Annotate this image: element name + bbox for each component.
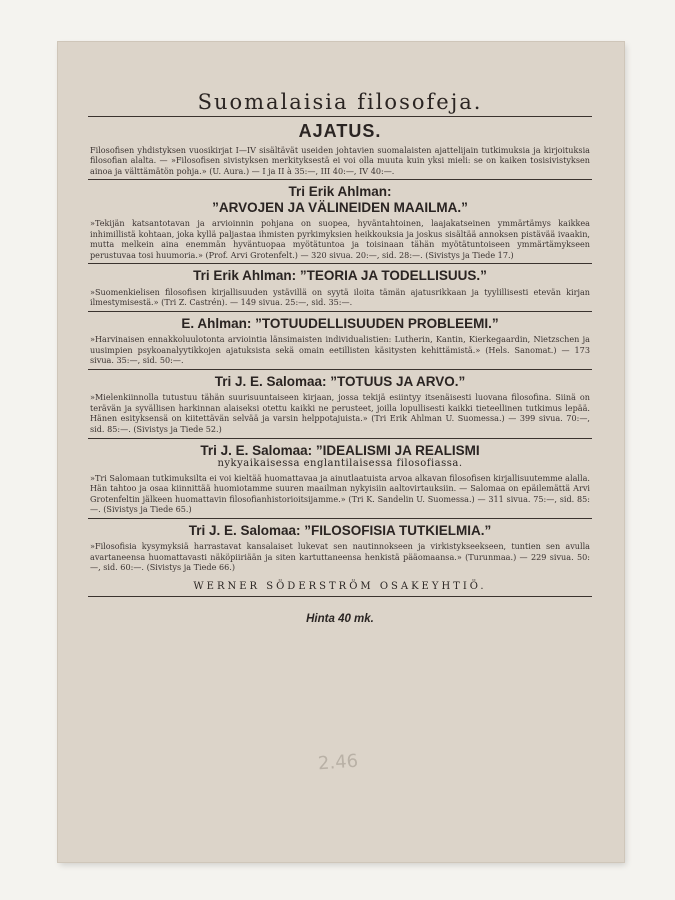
book-heading: [90, 316, 590, 332]
book-title: AJATUS.: [298, 121, 382, 141]
book-entry-totuus-ja-arvo: [88, 370, 592, 438]
book-author: Tri Erik Ahlman:: [288, 184, 392, 200]
book-author: Tri J. E. Salomaa:: [214, 373, 327, 389]
book-author: Tri J. E. Salomaa:: [200, 442, 313, 458]
book-title: ”FILOSOFISIA TUTKIELMIA.”: [304, 522, 492, 538]
book-description: »Mielenkiinnolla tutustuu tähän suurisuuntaiseen kirjaan, jossa tekijä esiintyy itsenäisesti luovana filosofina. Siinä on terävän ja syvällisen harkinnan alaiseksi otettu kaikki ne perusteet, joilla lopullisesti kaikki tieteellinen tutkimus lepää. Hänen esityksensä on kiitettävän selvää ja varsin helppotajuista.» (Tri Erik Ahlman U. Suomessa.) — 399 sivua. 70:—, sid. 85:—. (Sivistys ja Tiede 52.): [90, 392, 590, 434]
book-description: »Tri Salomaan tutkimuksilta ei voi kieltää huomattavaa ja ainutlaatuista arvoa alkavan filosofisen kirjallisuutemme alalla. Hän tahtoo ja osaa kiinnittää huomiotamme suuren maailman nykyisiin aaltovirtauksiin. — Salomaa on epäilemättä Arvi Grotenfeltin jälkeen huomattavin filosofianhistorioitsijamme.» (Tri K. Sandelin U. Suomessa.) — 311 sivua. 75:—, sid. 85:—. (Sivistys ja Tiede 65.): [90, 472, 590, 515]
book-title: ”ARVOJEN JA VÄLINEIDEN MAAILMA.”: [212, 199, 468, 215]
series-heading: Suomalaisia filosofeja.: [197, 90, 483, 114]
divider: [88, 596, 592, 597]
book-title: ”TEORIA JA TODELLISUUS.”: [299, 268, 487, 284]
book-subtitle: nykyaikaisessa englantilaisessa filosofiassa.: [217, 458, 463, 470]
book-title: ”IDEALISMI JA REALISMI: [315, 442, 480, 458]
price-label: Hinta 40 mk.: [306, 612, 374, 625]
book-heading: [90, 268, 590, 284]
book-description: Filosofisen yhdistyksen vuosikirjat I—IV sisältävät useiden johtavien suomalaisten ajattelijain tutkimuksia ja kirjoituksia filosofian alalta. — »Filosofisen sivistyksen merkityksestä ei voi olla muuta kuin yksi mieli: se on kaiken tosisivistyksen ainoa ja välttämätön pohja.» (U. Aura.) — I ja II à 35:—, III 40:—, IV 40:—.: [90, 144, 590, 176]
pencil-note: 2.46: [317, 750, 359, 775]
book-back-cover: [58, 42, 624, 862]
book-author: Tri Erik Ahlman:: [193, 268, 297, 284]
book-description: »Filosofisia kysymyksiä harrastavat kansalaiset lukevat sen nautinnokseen ja virkistykseekseen, tuntien sen avulla avartaneensa huomattavasti näköpiiriään ja siten kartuttaneensa henkistä pääomaansa.» (Turunmaa.) — 229 sivua. 50:—, sid. 60:—. (Sivistys ja Tiede 66.): [90, 541, 590, 573]
book-heading: [90, 523, 590, 539]
book-entry-idealismi: [88, 439, 592, 518]
book-entry-filosofisia-tutkielmia: [88, 519, 592, 576]
book-author: E. Ahlman:: [181, 315, 252, 331]
book-title: ”TOTUUS JA ARVO.”: [330, 373, 466, 389]
book-description: »Harvinaisen ennakkoluulotonta arviointia länsimaisten individualistien: Lutherin, Kantin, Kierkegaardin, Nietzschen ja uusimpien psykoanalyytikkojen ajatuksista sekä omain eetillisten käsitysten kehittämistä.» (Hels. Sanomat.) — 173 sivua. 35:—, sid. 50:—.: [90, 334, 590, 366]
book-author: Tri J. E. Salomaa:: [188, 522, 301, 538]
book-entry-ajatus: [88, 117, 592, 179]
book-heading: [90, 184, 590, 215]
publisher-name: WERNER SÖDERSTRÖM OSAKEYHTIÖ.: [193, 580, 487, 592]
book-entry-totuudellisuuden: [88, 312, 592, 369]
book-description: »Suomenkielisen filosofisen kirjallisuuden ystävillä on syytä iloita tämän ajatusrikkaan ja tyylillisesti etevän kirjan ilmestymisestä.» (Tri Z. Castrén). — 149 sivua. 25:—, sid. 35:—.: [90, 286, 590, 308]
book-title: ”TOTUUDELLISUUDEN PROBLEEMI.”: [255, 315, 499, 331]
book-entry-arvojen: [88, 180, 592, 263]
book-heading: [90, 374, 590, 390]
book-entry-teoria: [88, 264, 592, 311]
book-description: »Tekijän katsantotavan ja arvioinnin pohjana on suopea, hyväntahtoinen, laajakatseinen ymmärtämys kaikkea inhimillistä kohtaan, joka kyllä paljastaa ihmisten pyrkimyksien heikkouksia ja joskus sisältää annoksen pistävää ivaakin, mutta melkein aina enemmän hyväntuopaa myötätuntoa ja toisinaan tähän myötätuntoiseen ymmärtämykseen perustuvaa tosi huumoria.» (Prof. Arvi Grotenfelt.) — 320 sivua. 20:—, sid. 28:—. (Sivistys ja Tiede 17.): [90, 218, 590, 260]
book-heading: [90, 443, 590, 470]
